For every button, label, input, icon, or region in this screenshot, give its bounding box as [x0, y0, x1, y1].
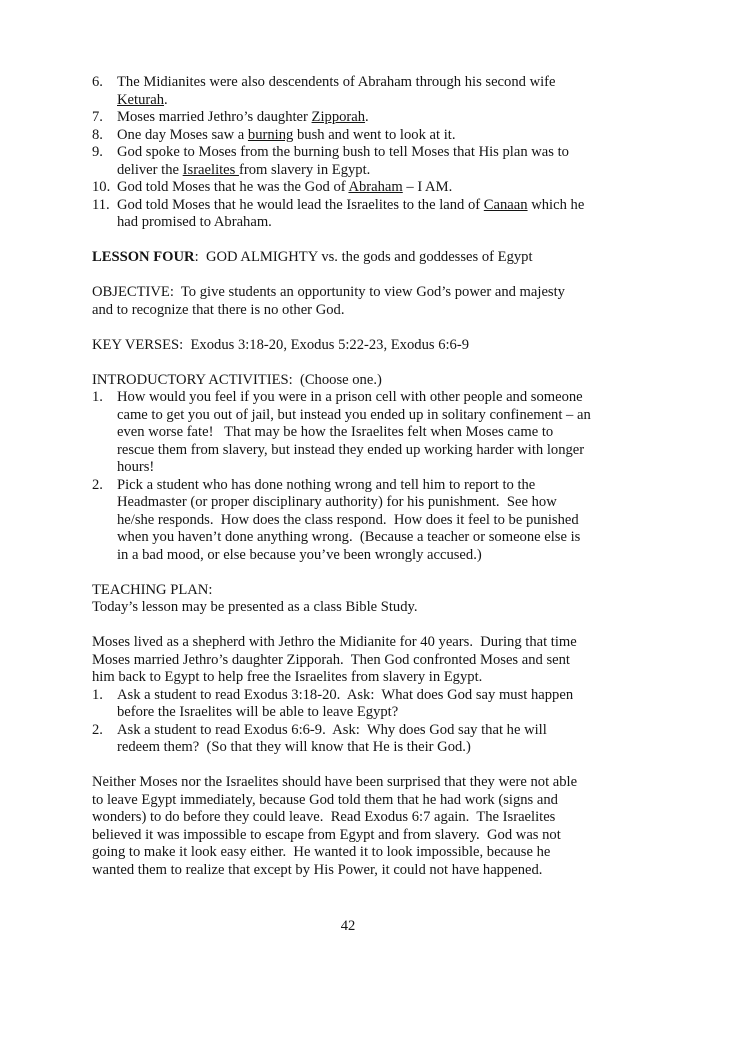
text-run: Ask a student to read Exodus 6:6-9. Ask: Why does God say that he will: [117, 721, 547, 738]
text-run: Pick a student who has done nothing wrong and tell him to report to the: [117, 476, 536, 493]
text-line: [92, 302, 667, 320]
text-run: had promised to Abraham.: [117, 214, 272, 230]
text-run: One day Moses saw a: [117, 126, 248, 143]
text-line: [117, 407, 667, 425]
blank-line: [92, 757, 667, 775]
text-run: from slavery in Egypt.: [238, 161, 371, 178]
list-item-text: [117, 687, 667, 722]
text-line: [117, 127, 667, 145]
text-run: God told Moses that he would lead the Israelites to the land of: [117, 196, 484, 213]
blank-line: [92, 354, 667, 372]
text-line: [117, 459, 667, 477]
blank-line: [92, 267, 667, 285]
text-run: hours!: [117, 459, 155, 475]
text-line: [92, 774, 667, 792]
list-marker: 11.: [92, 196, 110, 213]
closing-paragraph: [92, 774, 667, 879]
text-run: he/she responds. How does the class respond. How does it feel to be punished: [117, 511, 579, 528]
list-item-text: [117, 127, 667, 145]
teaching-plan-paragraph: [92, 582, 667, 617]
text-line: [92, 284, 667, 302]
text-line: [92, 862, 667, 880]
text-run: rescue them from slavery, but instead they ended up working harder with longer: [117, 441, 585, 458]
text-run: to leave Egypt immediately, because God told them that he had work (signs and: [92, 791, 558, 808]
list-item: [92, 197, 667, 232]
list-marker: 10.: [92, 179, 111, 195]
blank-line: [92, 564, 667, 582]
text-line: [117, 442, 667, 460]
text-run: bush and went to look at it.: [293, 126, 456, 143]
list-marker: 9.: [92, 144, 103, 160]
list-item: [92, 389, 667, 477]
list-item-text: [117, 477, 667, 565]
list-item: [92, 722, 667, 757]
text-line: [92, 827, 667, 845]
lesson-title: [92, 249, 667, 267]
text-run: – I AM.: [402, 179, 453, 195]
text-line: [92, 372, 667, 390]
text-run: : GOD ALMIGHTY vs. the gods and goddesses of Egypt: [194, 249, 533, 265]
underlined-text: Abraham: [348, 179, 403, 195]
text-line: [117, 512, 667, 530]
text-run: OBJECTIVE: To give students an opportunity to view God’s power and majesty: [92, 284, 565, 300]
text-line: [117, 162, 667, 180]
underlined-text: Keturah: [117, 91, 165, 108]
text-run: and to recognize that there is no other God.: [92, 301, 345, 318]
document-body: [92, 74, 667, 879]
introductory-activities-heading: [92, 372, 667, 390]
text-line: [117, 494, 667, 512]
text-line: [92, 652, 667, 670]
blank-line: [92, 232, 667, 250]
list-item: [92, 74, 667, 109]
blank-line: [92, 617, 667, 635]
text-line: [117, 92, 667, 110]
list-item-text: [117, 722, 667, 757]
text-line: [117, 739, 667, 757]
text-line: [117, 529, 667, 547]
page-number: 42: [340, 918, 356, 934]
text-run: which he: [527, 196, 585, 213]
list-item-text: [117, 144, 667, 179]
text-line: [117, 74, 667, 92]
text-run: The Midianites were also descendents of Abraham through his second wife: [117, 74, 556, 90]
text-run: .: [365, 109, 369, 125]
text-run: when you haven’t done anything wrong. (Because a teacher or someone else is: [117, 529, 581, 545]
text-line: [92, 249, 667, 267]
list-item: [92, 144, 667, 179]
list-item: [92, 109, 667, 127]
blank-line: [92, 319, 667, 337]
text-run: Neither Moses nor the Israelites should have been surprised that they were not able: [92, 774, 578, 790]
text-line: [117, 389, 667, 407]
text-run: him back to Egypt to help free the Israelites from slavery in Egypt.: [92, 669, 483, 685]
text-line: [92, 582, 667, 600]
text-run: wonders) to do before they could leave. Read Exodus 6:7 again. The Israelites: [92, 809, 556, 825]
text-run: believed it was impossible to escape from Egypt and from slavery. God was not: [92, 826, 561, 843]
text-line: [117, 214, 667, 232]
key-verses-paragraph: [92, 337, 667, 355]
list-item-text: [117, 197, 667, 232]
list-marker: 7.: [92, 109, 103, 125]
list-item: [92, 477, 667, 565]
text-run: God told Moses that he was the God of: [117, 179, 349, 195]
text-line: [92, 792, 667, 810]
list-marker: 1.: [92, 389, 103, 405]
text-line: [92, 809, 667, 827]
text-line: [117, 722, 667, 740]
text-line: [92, 669, 667, 687]
text-run: Ask a student to read Exodus 3:18-20. Ask: What does God say must happen: [117, 686, 574, 703]
text-line: [117, 109, 667, 127]
introductory-activities-list: [92, 389, 667, 564]
text-run: came to get you out of jail, but instead you ended up in solitary confinement – an: [117, 406, 591, 423]
text-run: in a bad mood, or else because you’ve been wrongly accused.): [117, 546, 482, 563]
text-run: before the Israelites will be able to leave Egypt?: [117, 704, 399, 720]
text-line: [117, 197, 667, 215]
list-marker: 8.: [92, 126, 103, 143]
text-run: even worse fate! That may be how the Israelites felt when Moses came to: [117, 424, 554, 440]
list-item: [92, 127, 667, 145]
underlined-text: Canaan: [483, 196, 528, 213]
text-run: TEACHING PLAN:: [92, 581, 213, 598]
list-marker: 2.: [92, 721, 103, 738]
moses-background-paragraph: [92, 634, 667, 687]
text-line: [117, 547, 667, 565]
underlined-text: Israelites: [182, 161, 239, 178]
text-line: [92, 599, 667, 617]
text-run: redeem them? (So that they will know that He is their God.): [117, 739, 471, 755]
text-run: INTRODUCTORY ACTIVITIES: (Choose one.): [92, 371, 382, 388]
text-run: going to make it look easy either. He wanted it to look impossible, because he: [92, 844, 551, 860]
objective-paragraph: [92, 284, 667, 319]
text-line: [117, 477, 667, 495]
list-item: [92, 179, 667, 197]
list-item-text: [117, 389, 667, 477]
text-line: [117, 179, 667, 197]
text-run: deliver the: [117, 161, 183, 178]
list-marker: 6.: [92, 74, 103, 90]
text-run: How would you feel if you were in a prison cell with other people and someone: [117, 389, 583, 405]
bold-text: LESSON FOUR: [92, 249, 195, 265]
text-run: Moses lived as a shepherd with Jethro the Midianite for 40 years. During that time: [92, 634, 577, 650]
text-run: KEY VERSES: Exodus 3:18-20, Exodus 5:22-23, Exodus 6:6-9: [92, 336, 470, 353]
page-footer: [92, 918, 604, 936]
text-line: [92, 337, 667, 355]
text-line: [92, 634, 667, 652]
list-item-text: [117, 74, 667, 109]
list-marker: 1.: [92, 686, 103, 703]
text-run: .: [164, 91, 168, 108]
text-line: [92, 844, 667, 862]
text-run: Today’s lesson may be presented as a class Bible Study.: [92, 599, 418, 615]
text-run: wanted them to realize that except by His Power, it could not have happened.: [92, 861, 543, 878]
list-item-text: [117, 179, 667, 197]
review-facts-list: [92, 74, 667, 232]
text-line: [117, 144, 667, 162]
text-line: [117, 424, 667, 442]
list-item-text: [117, 109, 667, 127]
text-run: Headmaster (or proper disciplinary authority) for his punishment. See how: [117, 494, 557, 510]
list-item: [92, 687, 667, 722]
text-line: [117, 687, 667, 705]
list-marker: 2.: [92, 476, 103, 493]
text-run: God spoke to Moses from the burning bush to tell Moses that His plan was to: [117, 144, 569, 160]
text-line: [117, 704, 667, 722]
text-run: Moses married Jethro’s daughter Zipporah. Then God confronted Moses and sent: [92, 651, 570, 668]
teaching-plan-steps-list: [92, 687, 667, 757]
underlined-text: burning: [247, 126, 294, 143]
underlined-text: Zipporah: [311, 109, 366, 125]
text-run: Moses married Jethro’s daughter: [117, 109, 312, 125]
